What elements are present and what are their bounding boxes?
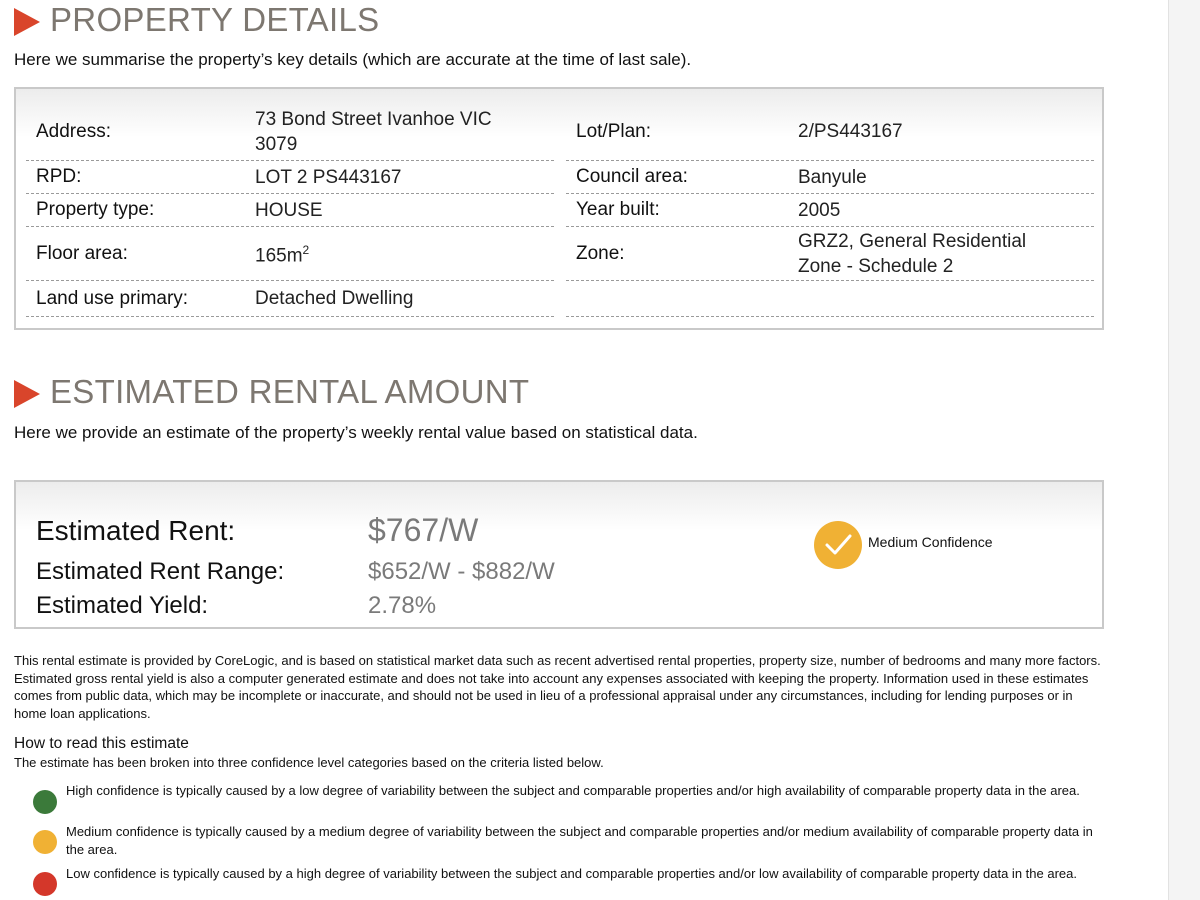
floor-area-unit-superscript: 2: [302, 243, 310, 258]
disclaimer-text: This rental estimate is provided by CoreLogic, and is based on statistical market data such as recent advertised rental properties, property size, number of bedrooms and many more factors. Estimated gross rental yield is also a computer generated estimate and does not take into account any expenses associated with keeping the property. Information used in these estimates comes from public data, which may be incomplete or inaccurate, and should not be used in lieu of a professional appraisal under any circumstances, including for lending purposes or in home loan applications.: [14, 653, 1101, 721]
rental-estimate-box: [14, 480, 1104, 629]
property-details-intro: Here we summarise the property’s key details (which are accurate at the time of last sale).: [14, 50, 692, 69]
detail-row-rpd: [26, 161, 554, 194]
detail-label: Floor area:: [36, 242, 128, 264]
estimated-rent-value: $767/W: [368, 512, 479, 548]
rental-title: ESTIMATED RENTAL AMOUNT: [50, 373, 530, 410]
section-arrow-icon: [14, 380, 40, 408]
page-edge-strip: [1168, 0, 1200, 900]
detail-value: Detached Dwelling: [255, 288, 414, 309]
detail-row-empty: [566, 281, 1094, 317]
detail-row-property-type: [26, 194, 554, 227]
detail-label: Year built:: [576, 199, 660, 220]
detail-label: RPD:: [36, 166, 82, 187]
detail-value: HOUSE: [255, 199, 323, 221]
detail-row-floor-area: [26, 227, 554, 281]
high-confidence-text: High confidence is typically caused by a low degree of variability between the subject and comparable properties and/or high availability of comparable property data in the area.: [66, 783, 1080, 798]
detail-row-council-area: [566, 161, 1094, 194]
details-left-column: [26, 103, 554, 317]
detail-label: Address:: [36, 120, 111, 142]
section-arrow-icon: [14, 8, 40, 36]
detail-value: LOT 2 PS443167: [255, 166, 402, 188]
rental-heading: [14, 375, 529, 408]
rent-range-value: $652/W - $882/W: [368, 558, 555, 585]
low-confidence-dot-icon: [33, 872, 57, 896]
confidence-label: Medium Confidence: [868, 534, 993, 550]
detail-value: 2/PS443167: [798, 121, 903, 142]
property-details-heading: [14, 3, 379, 36]
checkmark-icon: [814, 521, 862, 569]
detail-row-lot-plan: [566, 103, 1094, 161]
detail-value: GRZ2, General Residential Zone - Schedule 2: [798, 230, 1027, 277]
detail-label: Lot/Plan:: [576, 120, 651, 142]
details-right-column: [566, 103, 1094, 317]
detail-value: Banyule: [798, 166, 867, 188]
property-details-title: PROPERTY DETAILS: [50, 1, 380, 38]
detail-value: 2005: [798, 199, 841, 221]
rental-intro: Here we provide an estimate of the property’s weekly rental value based on statistical data.: [14, 423, 698, 442]
detail-label: Zone:: [576, 242, 625, 264]
detail-row-address: [26, 103, 554, 161]
checkmark-svg: [814, 521, 862, 569]
detail-row-land-use: [26, 281, 554, 317]
estimated-yield-label: Estimated Yield:: [36, 592, 209, 619]
estimated-yield-value: 2.78%: [368, 592, 437, 619]
property-details-box: [14, 87, 1104, 330]
detail-label: Council area:: [576, 166, 688, 187]
how-to-read-subtitle: The estimate has been broken into three confidence level categories based on the criteria listed below.: [14, 755, 604, 770]
detail-label: Land use primary:: [36, 287, 189, 309]
medium-confidence-dot-icon: [33, 830, 57, 854]
medium-confidence-text: Medium confidence is typically caused by a medium degree of variability between the subject and comparable properties and/or medium availability of comparable property data in the area.: [66, 824, 1093, 857]
detail-value: [255, 238, 554, 268]
rent-range-label: Estimated Rent Range:: [36, 558, 285, 585]
estimated-rent-label: Estimated Rent:: [36, 515, 236, 546]
high-confidence-dot-icon: [33, 790, 57, 814]
detail-label: Property type:: [36, 199, 155, 220]
floor-area-value: 165m: [255, 245, 303, 267]
detail-value: 73 Bond Street Ivanhoe VIC 3079: [255, 108, 492, 155]
detail-row-year-built: [566, 194, 1094, 227]
detail-row-zone: [566, 227, 1094, 281]
how-to-read-title: How to read this estimate: [14, 735, 189, 752]
low-confidence-text: Low confidence is typically caused by a high degree of variability between the subject and comparable properties and/or low availability of comparable property data in the area.: [66, 866, 1077, 881]
